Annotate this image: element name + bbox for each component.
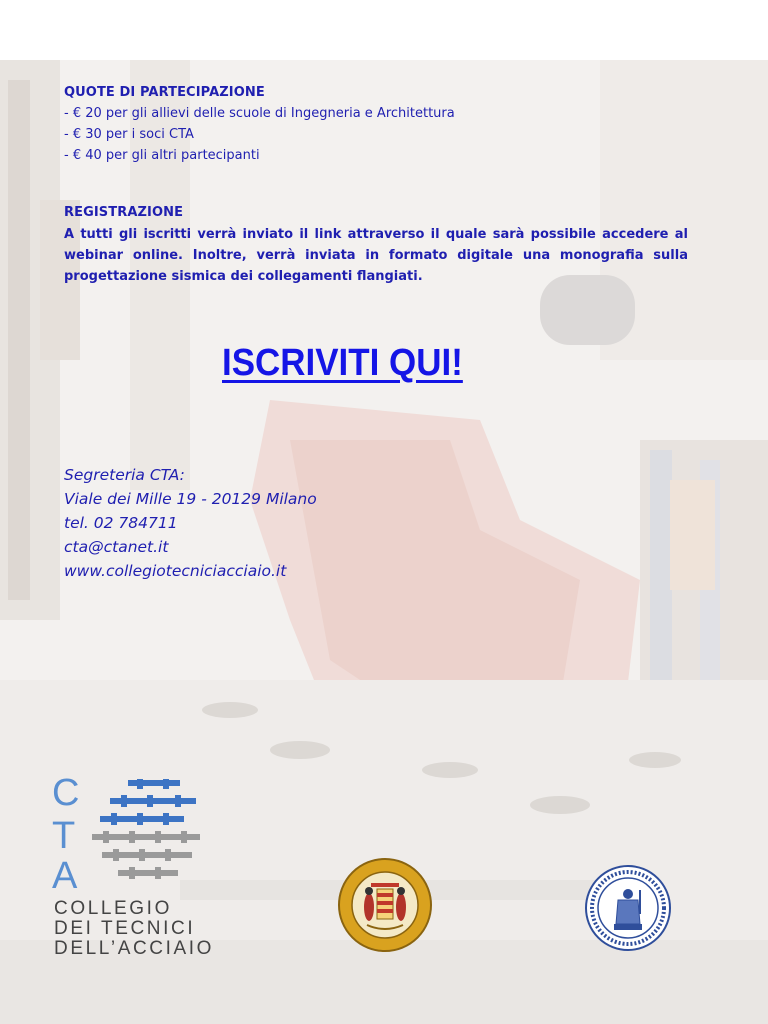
contact-office: Segreteria CTA:	[64, 466, 185, 484]
contact-email-link[interactable]: cta@ctanet.it	[64, 538, 169, 556]
university-naples-seal-icon	[584, 864, 672, 952]
contact-website-link[interactable]: www.collegiotecniciacciaio.it	[64, 562, 287, 580]
registration-title: REGISTRAZIONE	[64, 205, 184, 220]
steel-beams-logo-icon	[88, 775, 208, 887]
logo-letter-a: A	[52, 855, 78, 897]
logo-name-line-1: COLLEGIO	[54, 898, 172, 919]
logo-letter-c: C	[52, 772, 80, 814]
university-salerno-seal-icon	[337, 857, 433, 953]
signup-link[interactable]: ISCRIVITI QUI!	[222, 342, 463, 384]
logo-name-line-2: DEI TECNICI	[54, 918, 196, 939]
quote-title: QUOTE DI PARTECIPAZIONE	[64, 85, 265, 100]
contact-phone: tel. 02 784711	[64, 514, 178, 532]
contact-address: Viale dei Mille 19 - 20129 Milano	[64, 490, 317, 508]
logo-name-line-3: DELL’ACCIAIO	[54, 938, 215, 959]
quote-item-members: - € 30 per i soci CTA	[64, 127, 194, 142]
quote-item-others: - € 40 per gli altri partecipanti	[64, 148, 260, 163]
logo-letter-t: T	[52, 815, 76, 857]
quote-item-students: - € 20 per gli allievi delle scuole di Ingegneria e Architettura	[64, 106, 455, 121]
registration-text: A tutti gli iscritti verrà inviato il link attraverso il quale sarà possibile accedere al webinar online. Inoltre, verrà inviata in formato digitale una monografia sulla progettazione sismica dei collegamenti flangiati.	[64, 227, 688, 284]
